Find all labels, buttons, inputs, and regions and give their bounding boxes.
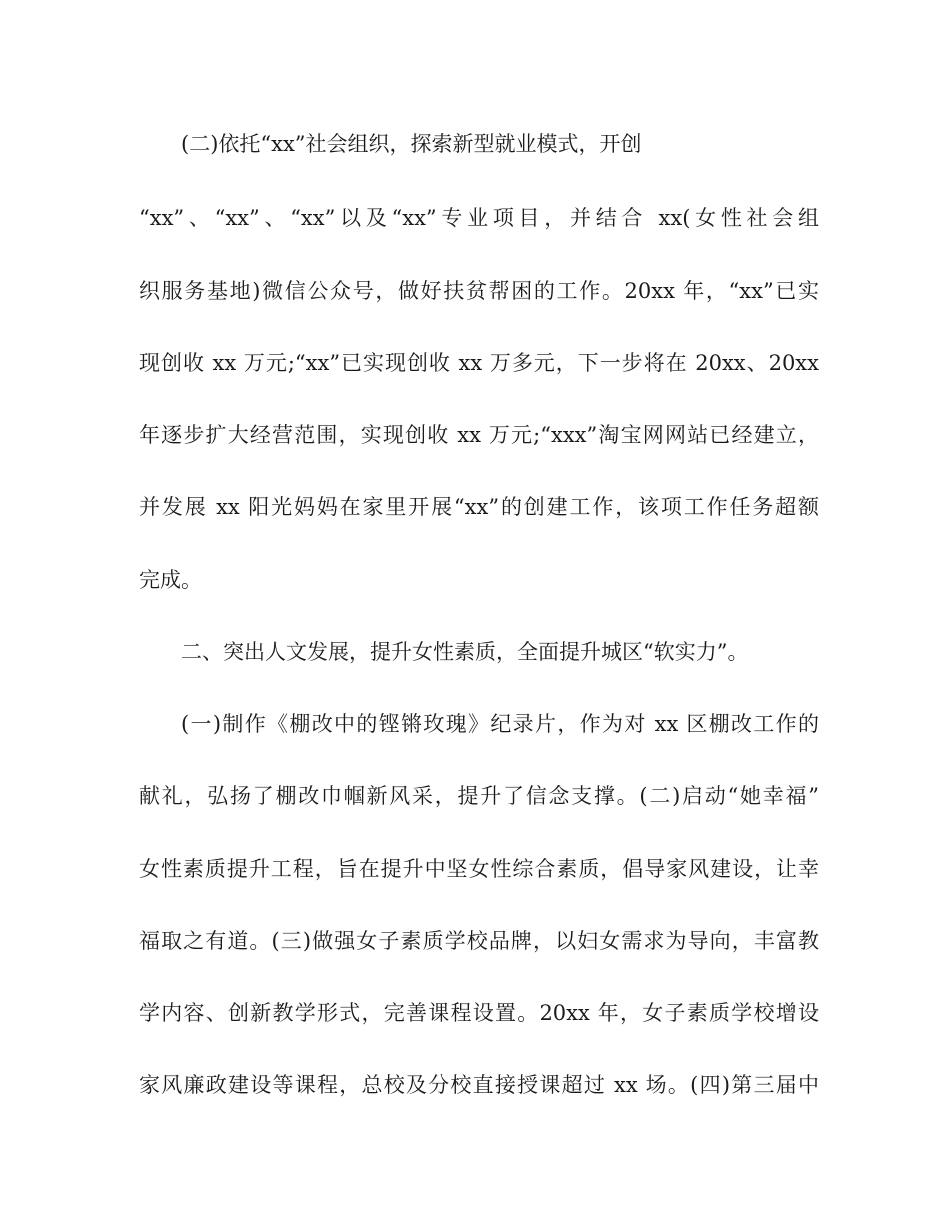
paragraph-line: 年逐步扩大经营范围，实现创收 xx 万元;“xxx”淘宝网网站已经建立， [139, 423, 819, 447]
paragraph-line: 福取之有道。(三)做强女子素质学校品牌，以妇女需求为导向，丰富教 [139, 929, 819, 953]
paragraph-line: (二)依托“xx”社会组织，探索新型就业模式，开创 [181, 132, 642, 156]
paragraph-line: 献礼，弘扬了棚改巾帼新风采，提升了信念支撑。(二)启动“她幸福” [139, 784, 819, 808]
paragraph-line: 家风廉政建设等课程，总校及分校直接授课超过 xx 场。(四)第三届中 [139, 1073, 819, 1097]
paragraph-line: 完成。 [139, 568, 202, 592]
paragraph-line: 织服务基地)微信公众号，做好扶贫帮困的工作。20xx 年，“xx”已实 [139, 279, 819, 303]
paragraph-line: “xx”、“xx”、“xx”以及“xx”专业项目，并结合 xx(女性社会组 [139, 206, 819, 230]
paragraph-line: 现创收 xx 万元;“xx”已实现创收 xx 万多元，下一步将在 20xx、20xx [139, 351, 819, 375]
paragraph-line: 女性素质提升工程，旨在提升中坚女性综合素质，倡导家风建设，让幸 [139, 857, 819, 881]
paragraph-line: 并发展 xx 阳光妈妈在家里开展“xx”的创建工作，该项工作任务超额 [139, 495, 819, 519]
paragraph-line: 学内容、创新教学形式，完善课程设置。20xx 年，女子素质学校增设 [139, 1001, 819, 1025]
paragraph-line: (一)制作《棚改中的铿锵玫瑰》纪录片，作为对 xx 区棚改工作的 [181, 712, 819, 736]
section-heading: 二、突出人文发展，提升女性素质，全面提升城区“软实力”。 [181, 640, 749, 664]
